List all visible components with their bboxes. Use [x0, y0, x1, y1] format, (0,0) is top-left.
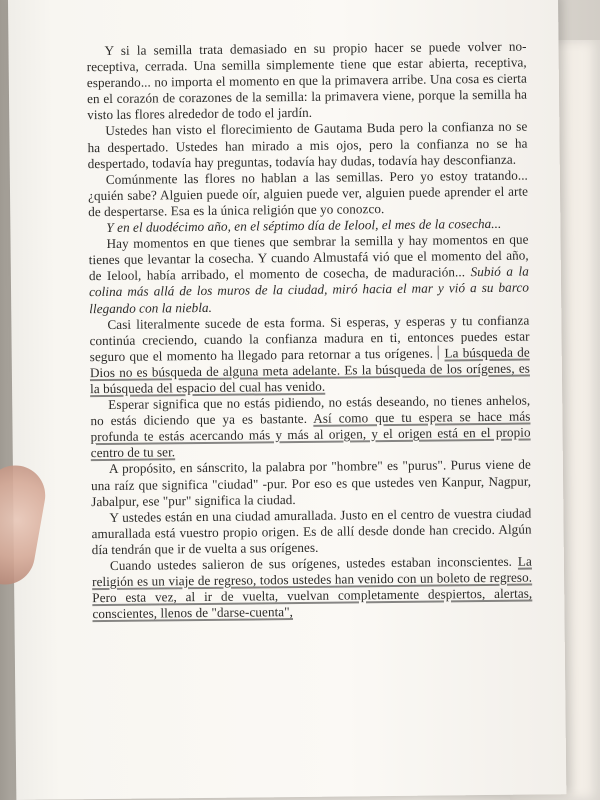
paragraph-6-underlined: La búsqueda de Dios no es búsqueda de alguna meta adelante. Es la búsqueda de los orígenes, es la búsqueda del espacio del cual has venido.	[89, 344, 530, 397]
paragraph-5	[88, 232, 529, 317]
paragraph-3: Comúnmente las flores no hablan a las semillas. Pero yo estoy tratando... ¿quién sabe? Alguien puede oír, alguien puede ver, alguien puede aprender el arte de despertarse. Esa es la única religión que yo conozco.	[87, 167, 529, 220]
paragraph-quote-1: Y en el duodécimo año, en el séptimo día de Ielool, el mes de la cosecha...	[106, 215, 502, 236]
book-page	[8, 0, 566, 800]
paragraph-10-underlined: La religión es un viaje de regreso, todos ustedes han venido con un boleto de regreso. Pero esta vez, al ir de vuelta, vuelvan completamente despiertos, alertas, conscientes, llenos de "darse-cuenta",	[92, 553, 533, 622]
paragraph-10	[92, 554, 533, 623]
paragraph-10-text: Cuando ustedes salieron de sus orígenes, ustedes estaban inconscientes.	[109, 553, 513, 573]
paragraph-2: Ustedes han visto el florecimiento de Gautama Buda pero la confianza no se ha despertado. Ustedes han mirado a mis ojos, pero la confianza no se ha despertado, todavía hay preguntas, todavía hay dudas, todavía hay desconfianza.	[87, 119, 528, 171]
handwritten-bracket	[437, 345, 438, 359]
paragraph-5-quote: Subió a la colina más allá de los muros de la ciudad, miró hacia el mar y vió a su barco llegando con la niebla.	[88, 263, 530, 316]
paragraph-8: A propósito, en sánscrito, la palabra por "hombre" es "purus". Purus viene de una raíz que significa "ciudad" -pur. Por eso es que ustedes ven Kanpur, Nagpur, Jabalpur, ese "pur" significa la ciudad.	[91, 456, 532, 509]
paragraph-6-text: Casi literalmente sucede de esta forma. Si esperas, y esperas y tu confianza continúa creciendo, cuando la confianza madura en ti, entonces puedes estar seguro que el momento ha llegado para retornar a tus orígenes.	[89, 312, 530, 364]
paragraph-6	[89, 312, 530, 397]
page-body-text	[86, 39, 532, 623]
paragraph-5-text: Hay momentos en que tienes que sembrar la semilla y hay momentos en que tienes que levantar la cosecha. Y cuando Almustafá vió que el momento del año, de Ielool, había arribado, el momento de cosecha, de maduración...	[88, 231, 529, 284]
paragraph-9: Y ustedes están en una ciudad amurallada. Justo en el centro de vuestra ciudad amurallada está vuestro propio origen. Es de allí desde donde han crecido. Algún día tendrán que ir de vuelta a sus orígenes.	[91, 505, 532, 558]
paragraph-7-underlined: Así como que tu espera se hace más profunda te estás acercando más y más al origen, y el origen está en el propio centro de tu ser.	[90, 408, 531, 461]
paragraph-7-text: Esperar significa que no estás pidiendo, no estás deseando, no tienes anhelos, no estás diciendo que ya es bastante.	[90, 392, 531, 429]
paragraph-1: Y si la semilla trata demasiado en su propio hacer se puede volver no-receptiva, cerrada. Una semilla simplemente tiene que estar abierta, receptiva, esperando... no importa el momento en que la primavera arribe. Una cosa es cierta en el corazón de corazones de la semilla: la primavera viene, porque la semilla ha visto las flores alrededor de todo el jardín.	[86, 38, 528, 123]
paragraph-7	[90, 393, 531, 462]
